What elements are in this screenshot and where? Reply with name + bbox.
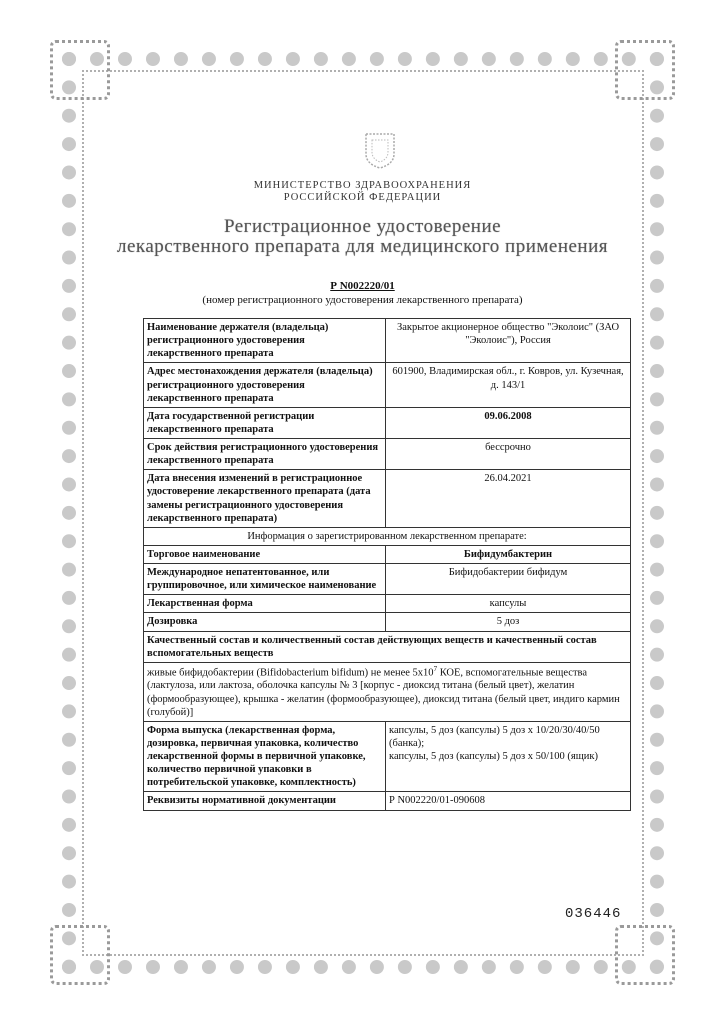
corner-ornament <box>50 925 110 985</box>
table-row <box>144 545 631 563</box>
certificate-table <box>143 318 631 811</box>
coat-of-arms-icon <box>362 130 398 170</box>
table-row <box>144 363 631 407</box>
dosage-value: 5 доз <box>386 613 631 631</box>
holder-address-label: Адрес местонахождения держателя (владельца) регистрационного удостоверения лекарственного препарата <box>144 363 386 407</box>
dosage-form-label: Лекарственная форма <box>144 595 386 613</box>
trade-name-label: Торговое наименование <box>144 545 386 563</box>
table-row <box>144 439 631 470</box>
holder-name-value: Закрытое акционерное общество "Эколоис" (ЗАО "Эколоис"), Россия <box>386 319 631 363</box>
dosage-label: Дозировка <box>144 613 386 631</box>
holder-name-label: Наименование держателя (владельца) регистрационного удостоверения лекарственного препарата <box>144 319 386 363</box>
info-section-title: Информация о зарегистрированном лекарственном препарате: <box>144 527 631 545</box>
holder-address-value: 601900, Владимирская обл., г. Ковров, ул. Кузечная, д. 143/1 <box>386 363 631 407</box>
change-date-value: 26.04.2021 <box>386 470 631 528</box>
registration-date-value: 09.06.2008 <box>386 407 631 438</box>
change-date-label: Дата внесения изменений в регистрационное удостоверение лекарственного препарата (дата замены регистрационного удостоверения лекарственного препарата) <box>144 470 386 528</box>
corner-ornament <box>615 925 675 985</box>
document-title-line-1: Регистрационное удостоверение <box>223 216 502 237</box>
table-row <box>144 721 631 792</box>
document-title-line-2: лекарственного препарата для медицинского применения <box>116 236 608 257</box>
ministry-name-line-1: МИНИСТЕРСТВО ЗДРАВООХРАНЕНИЯ <box>253 180 472 191</box>
table-row <box>144 792 631 810</box>
table-row <box>144 527 631 545</box>
corner-ornament <box>615 40 675 100</box>
inn-label: Международное непатентованное, или группировочное, или химическое наименование <box>144 564 386 595</box>
trade-name-value: Бифидумбактерин <box>386 545 631 563</box>
validity-value: бессрочно <box>386 439 631 470</box>
registration-number: Р N002220/01 <box>330 280 395 292</box>
release-form-value-line-1: капсулы, 5 доз (капсулы) 5 доз x 10/20/30/40/50 (банка); <box>389 724 600 749</box>
composition-text-start: живые бифидобактерии (Bifidobacterium bifidum) не менее 5x10 <box>147 667 434 679</box>
table-row <box>144 631 631 662</box>
validity-label: Срок действия регистрационного удостоверения лекарственного препарата <box>144 439 386 470</box>
inn-value: Бифидобактерии бифидум <box>386 564 631 595</box>
release-form-value <box>386 721 631 792</box>
ministry-name-line-2: РОССИЙСКОЙ ФЕДЕРАЦИИ <box>283 192 442 203</box>
release-form-value-line-2: капсулы, 5 доз (капсулы) 5 доз x 50/100 (ящик) <box>389 751 599 762</box>
table-row <box>144 470 631 528</box>
table-row <box>144 595 631 613</box>
normative-doc-label: Реквизиты нормативной документации <box>144 792 386 810</box>
composition-text-rest: КОЕ, вспомогательные вещества (лактулоза, или лактоза, оболочка капсулы № 3 [корпус - диоксид титана (белый цвет), желатин (формообразующее), крышка - желатин (формообразующее), диоксид титана (белый цвет, индиго кармин (голубой)] <box>147 667 620 718</box>
release-form-label: Форма выпуска (лекарственная форма, дозировка, первичная упаковка, количество лекарственной формы в первичной упаковке, количество первичной упаковки в потребительской упаковке, комплектность) <box>144 721 386 792</box>
composition-title: Качественный состав и количественный состав действующих веществ и качественный состав вспомогательных веществ <box>144 631 631 662</box>
registration-date-label: Дата государственной регистрации лекарственного препарата <box>144 407 386 438</box>
table-row <box>144 662 631 721</box>
registration-number-caption: (номер регистрационного удостоверения лекарственного препарата) <box>202 294 523 306</box>
normative-doc-value: Р N002220/01-090608 <box>386 792 631 810</box>
table-row <box>144 613 631 631</box>
table-row <box>144 407 631 438</box>
corner-ornament <box>50 40 110 100</box>
serial-number: 036446 <box>565 906 622 922</box>
composition-exponent: 7 <box>433 664 438 673</box>
dosage-form-value: капсулы <box>386 595 631 613</box>
table-row <box>144 319 631 363</box>
composition-text <box>144 662 631 721</box>
table-row <box>144 564 631 595</box>
